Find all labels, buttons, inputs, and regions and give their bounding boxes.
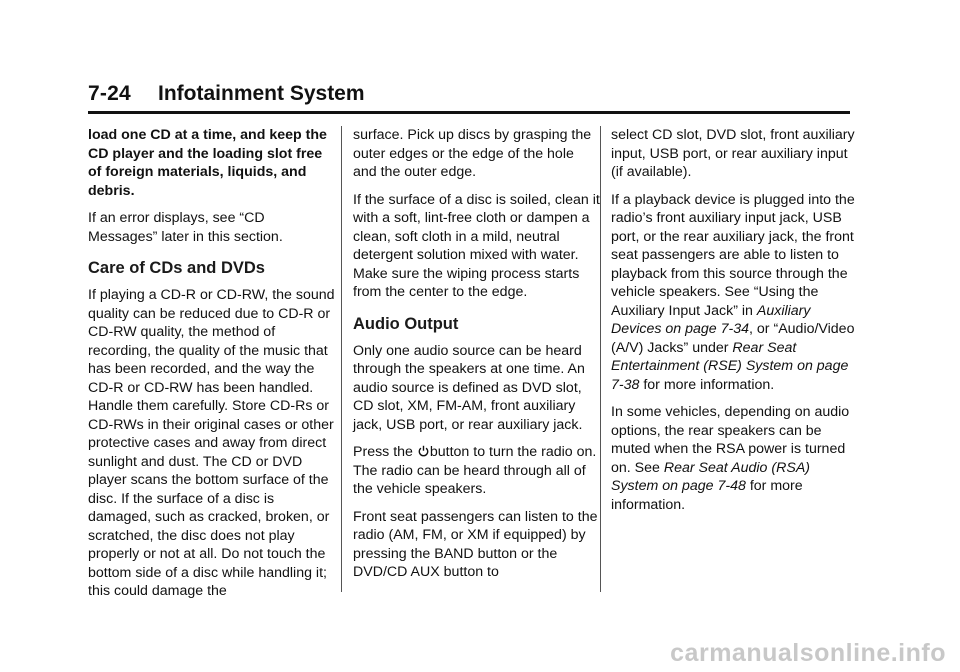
rear-speakers-text-a: In some vehicles, depending on audio options, the rear speakers can be muted when the RSA power is turned on. See	[611, 404, 850, 476]
cd-loading-warning: load one CD at a time, and keep the CD player and the loading slot free of foreign materials, liquids, and debris.	[88, 127, 327, 199]
column-2	[353, 126, 600, 591]
power-text-after: button to turn the radio on. The radio can be heard through all of the vehicle speakers.	[353, 444, 597, 497]
column-divider-2	[600, 126, 601, 592]
auxiliary-devices-reference[interactable]: Auxiliary Devices on page 7-34	[611, 302, 811, 337]
page-number: 7-24	[88, 82, 131, 105]
power-text-before: Press the	[353, 444, 417, 460]
column-divider-1	[341, 126, 342, 592]
disc-handling-paragraph: surface. Pick up discs by grasping the outer edges or the edge of the hole and the outer edge.	[353, 127, 592, 180]
rear-speakers-paragraph	[611, 403, 858, 514]
section-title: Infotainment System	[158, 82, 365, 105]
playback-device-paragraph	[611, 191, 858, 395]
rsa-system-reference[interactable]: Rear Seat Audio (RSA) System on page 7-48	[611, 459, 811, 494]
header-rule	[88, 111, 850, 114]
front-seat-paragraph: Front seat passengers can listen to the radio (AM, FM, or XM if equipped) by pressing the BAND button or the DVD/CD AUX button to	[353, 508, 598, 580]
rse-system-reference[interactable]: Rear Seat Entertainment (RSE) System on page 7-38	[611, 339, 849, 393]
power-icon	[418, 445, 429, 457]
power-button-paragraph	[353, 443, 600, 499]
playback-text-c: for more information.	[639, 376, 775, 393]
page-header	[88, 80, 850, 114]
source-select-paragraph: select CD slot, DVD slot, front auxiliary input, USB port, or rear auxiliary input (if available).	[611, 127, 855, 180]
audio-source-paragraph: Only one audio source can be heard through the speakers at one time. An audio source is defined as DVD slot, CD slot, XM, FM-AM, front auxiliary jack, USB port, or rear auxiliary jack.	[353, 342, 585, 433]
column-1	[88, 126, 335, 610]
audio-output-heading: Audio Output	[353, 314, 459, 333]
watermark: carmanualsonline.info	[670, 639, 946, 667]
column-3	[611, 126, 858, 523]
playback-text-b: , or “Audio/Video (A/V) Jacks” under	[611, 321, 855, 356]
cd-care-paragraph: If playing a CD-R or CD-RW, the sound quality can be reduced due to CD-R or CD-RW quality, the method of recording, the quality of the music that has been recorded, and the way the CD-R or CD-RW has been handled. Handle them carefully. Store CD-Rs or CD-RWs in their original cases or other protective cases and away from direct sunlight and dust. The CD or DVD player scans the bottom surface of the disc. If the surface of a disc is damaged, such as cracked, broken, or scratched, the disc does not play properly or not at all. Do not touch the bottom side of a disc while handling it; this could damage the	[88, 287, 335, 599]
playback-text-a: If a playback device is plugged into the radio’s front auxiliary input jack, USB port, or the rear auxiliary jack, the front seat passengers are able to listen to playback from this source through the vehicle speakers. See “Using the Auxiliary Input Jack” in	[611, 191, 855, 319]
care-of-cds-heading: Care of CDs and DVDs	[88, 259, 265, 277]
error-display-paragraph: If an error displays, see “CD Messages” later in this section.	[88, 210, 283, 245]
disc-cleaning-paragraph: If the surface of a disc is soiled, clean it with a soft, lint-free cloth or dampen a clean, soft cloth in a mild, neutral detergent solution mixed with water. Make sure the wiping process starts from the center to the edge.	[353, 191, 600, 300]
rear-speakers-text-b: for more information.	[611, 478, 803, 513]
